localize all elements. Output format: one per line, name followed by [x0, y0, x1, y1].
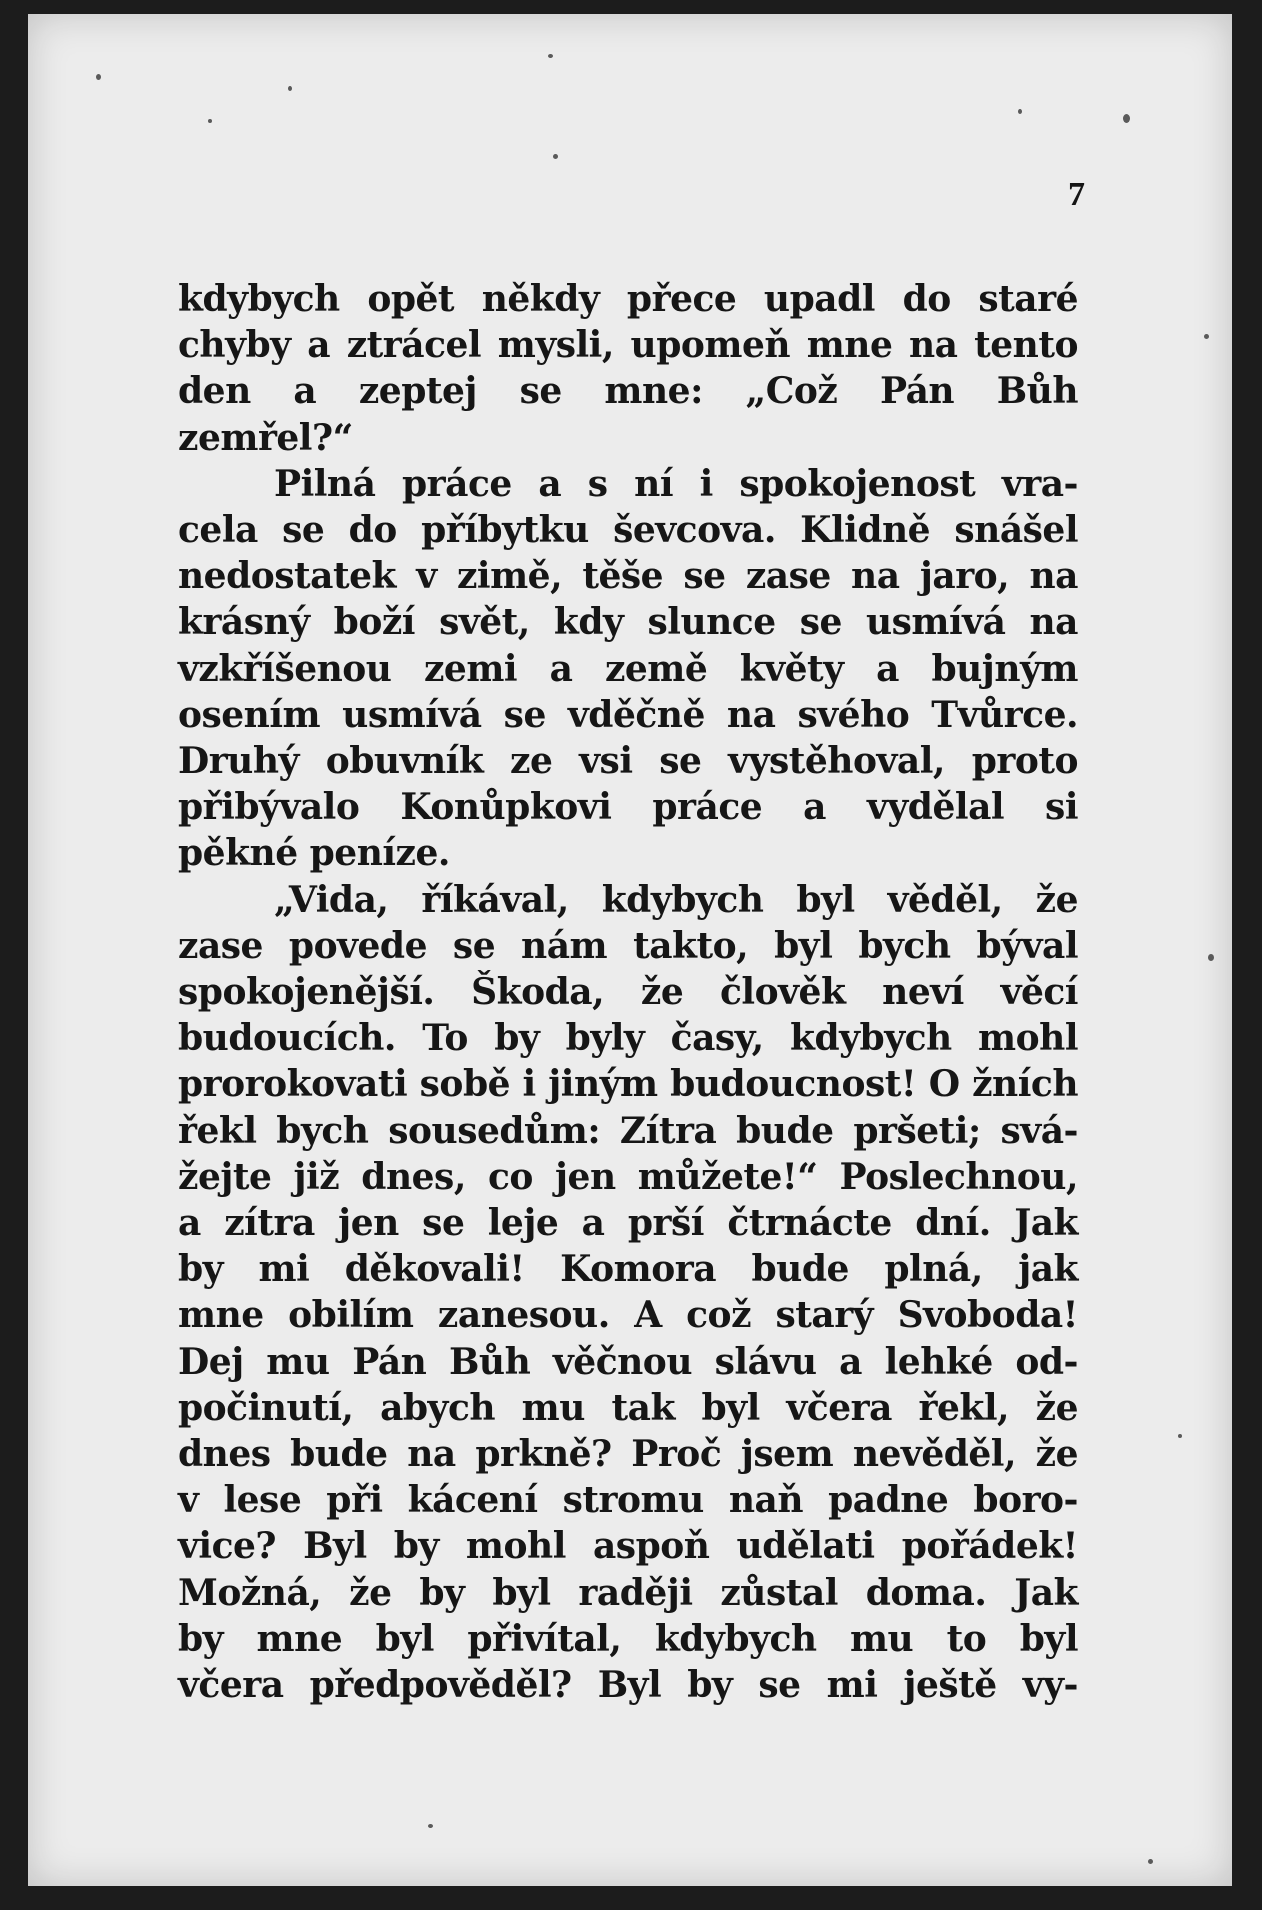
- text-line: by mi děkovali! Komora bude plná, jak: [178, 1248, 1078, 1291]
- text-line: vice? Byl by mohl aspoň udělati pořádek!: [178, 1525, 1078, 1568]
- text-line: vzkříšenou zemi a země květy a bujným: [178, 647, 1078, 690]
- text-line: den a zeptej se mne: „Což Pán Bůh: [178, 370, 1078, 413]
- text-line: mne obilím zanesou. A což starý Svoboda!: [178, 1294, 1078, 1337]
- text-line: dnes bude na prkně? Proč jsem nevěděl, že: [178, 1433, 1078, 1476]
- page-number: 7: [1068, 176, 1085, 213]
- scan-speck: [548, 54, 553, 58]
- text-line: včera předpověděl? Byl by se mi ještě vy-: [178, 1664, 1078, 1707]
- scan-speck: [1148, 1859, 1153, 1864]
- text-line: pěkné peníze.: [178, 832, 450, 875]
- text-line: osením usmívá se vděčně na svého Tvůrce.: [178, 693, 1078, 736]
- scan-speck: [428, 1824, 433, 1828]
- scan-speck: [1178, 1434, 1182, 1438]
- body-text: [178, 276, 1078, 1708]
- text-line: „Vida, říkával, kdybych byl věděl, že: [274, 878, 1078, 921]
- scan-speck: [1123, 114, 1130, 123]
- scan-speck: [288, 86, 292, 91]
- text-line: Možná, že by byl raději zůstal doma. Jak: [178, 1571, 1078, 1614]
- text-line: Dej mu Pán Bůh věčnou slávu a lehké od-: [178, 1340, 1078, 1383]
- text-line: v lese při kácení stromu naň padne boro-: [178, 1479, 1078, 1522]
- text-line: budoucích. To by byly časy, kdybych mohl: [178, 1017, 1078, 1060]
- text-line: přibývalo Konůpkovi práce a vydělal si: [178, 786, 1078, 829]
- text-line: cela se do příbytku ševcova. Klidně snášel: [178, 509, 1078, 552]
- text-line: řekl bych sousedům: Zítra bude pršeti; svá-: [178, 1109, 1078, 1152]
- scan-speck: [1204, 334, 1209, 339]
- text-line: Druhý obuvník ze vsi se vystěhoval, proto: [178, 740, 1078, 783]
- text-line: prorokovati sobě i jiným budoucnost! O žních: [178, 1063, 1078, 1106]
- text-line: zemřel?“: [178, 416, 353, 459]
- text-line: žejte již dnes, co jen můžete!“ Poslechnou,: [178, 1155, 1078, 1198]
- text-line: kdybych opět někdy přece upadl do staré: [178, 278, 1078, 320]
- text-line: spokojenější. Škoda, že člověk neví věcí: [178, 971, 1078, 1014]
- text-line: by mne byl přivítal, kdybych mu to byl: [178, 1617, 1078, 1660]
- scan-speck: [1018, 109, 1022, 114]
- scan-speck: [553, 154, 558, 159]
- scan-speck: [1208, 954, 1214, 961]
- text-line: nedostatek v zimě, těše se zase na jaro, na: [178, 555, 1078, 598]
- scan-speck: [208, 119, 212, 123]
- text-line: krásný boží svět, kdy slunce se usmívá na: [178, 601, 1078, 644]
- scan-speck: [96, 74, 101, 80]
- text-line: počinutí, abych mu tak byl včera řekl, že: [178, 1386, 1078, 1429]
- text-line: a zítra jen se leje a prší čtrnácte dní. Jak: [178, 1202, 1078, 1245]
- text-line: chyby a ztrácel mysli, upomeň mne na tento: [178, 324, 1078, 367]
- text-line: Pilná práce a s ní i spokojenost vra-: [274, 462, 1078, 505]
- text-line: zase povede se nám takto, byl bych býval: [178, 924, 1078, 967]
